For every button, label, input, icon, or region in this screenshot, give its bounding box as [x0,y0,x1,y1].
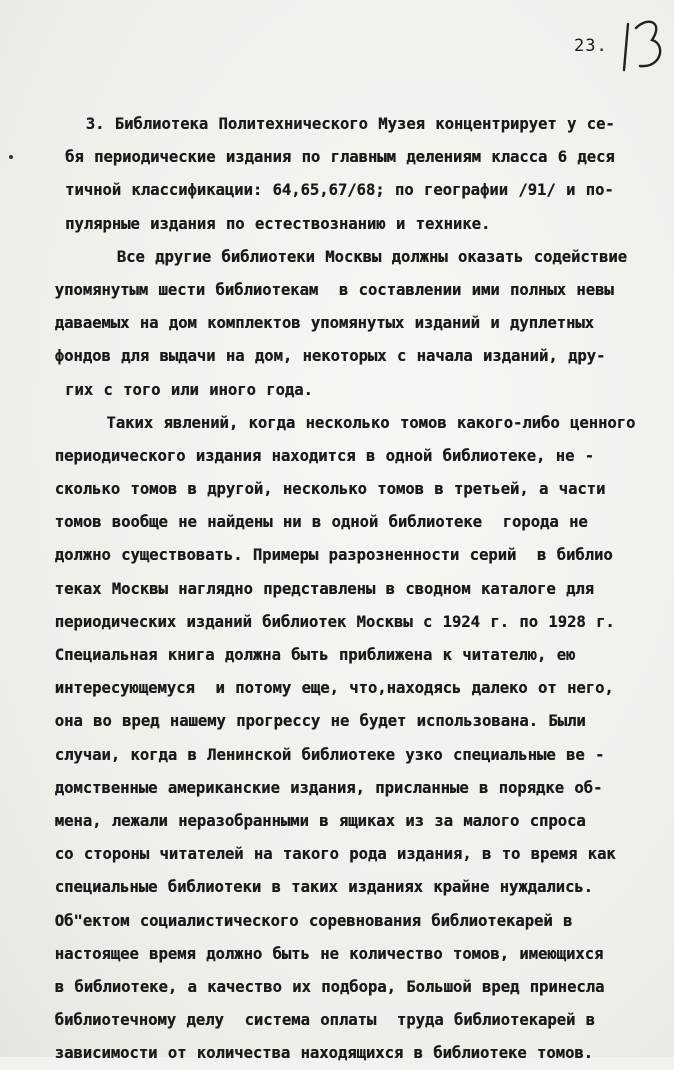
margin-ink-dot [9,155,13,159]
text-line: Об"ектом социалистического соревнования библиотекарей в [34,911,573,930]
text-line: периодических изданий библиотек Москвы с 1924 г. по 1928 г. [34,612,615,631]
handwritten-page-number-mark [618,14,668,74]
text-line: гих с того или иного года. [34,380,313,399]
page-number: 23. [574,36,608,56]
text-line: она во вред нашему прогрессу не будет использована. Были [34,712,586,731]
text-line: библиотечному делу система оплаты труда библиотекарей в [34,1011,595,1030]
text-line: тичной классификации: 64,65,67/68; по географии /91/ и по- [34,181,614,200]
text-line: интересующемуся и потому еще, что,находясь далеко от него, [34,679,614,698]
text-line: даваемых на дом комплектов упомянутых изданий и дуплетных [34,314,594,333]
text-line: упомянутым шести библиотекам в составлении ими полных невы [34,280,614,299]
text-line: специальные библиотеки в таких изданиях крайне нуждались. [34,878,593,897]
text-line: должно существовать. Примеры разрозненности серий в библио [34,546,613,565]
text-line: периодического издания находится в одной библиотеке, не - [34,446,594,465]
text-line: пулярные издания по естествознанию и технике. [34,214,491,233]
typewritten-body [34,108,666,1070]
text-line: сколько томов в другой, несколько томов в третьей, а части [34,480,606,499]
text-line: настоящее время должно быть не количество томов, имеющихся [34,944,604,963]
text-line: 3. Библиотека Политехнического Музея концентрирует у се- [34,115,615,133]
text-line: бя периодические издания по главным делениям класса 6 деся [34,148,615,167]
text-line: в библиотеке, а качество их подбора, Большой вред принесла [34,977,605,996]
text-line: томов вообще не найдены ни в одной библиотеке города не [34,513,588,532]
text-line: Все другие библиотеки Москвы должны оказать содействие [34,247,627,266]
text-line: фондов для выдачи на дом, некоторых с начала изданий, дру- [34,347,606,366]
text-line: теках Москвы наглядно представлены в сводном каталоге для [34,579,594,598]
text-line: зависимости от количества находящихся в библиотеке томов. [34,1044,593,1063]
text-line: случаи, когда в Ленинской библиотеке узко специальные ве - [34,745,605,764]
text-line: Специальная книга должна быть приближена к читателю, ею [34,646,576,664]
text-line: со стороны читателей на такого рода издания, в то время как [34,845,616,864]
text-line: мена, лежали неразобранными в ящиках из за малого спроса [34,811,586,830]
text-line: Таких явлений, когда несколько томов какого-либо ценного [34,413,636,432]
text-line: домственные американские издания, присланные в порядке об- [34,778,603,797]
